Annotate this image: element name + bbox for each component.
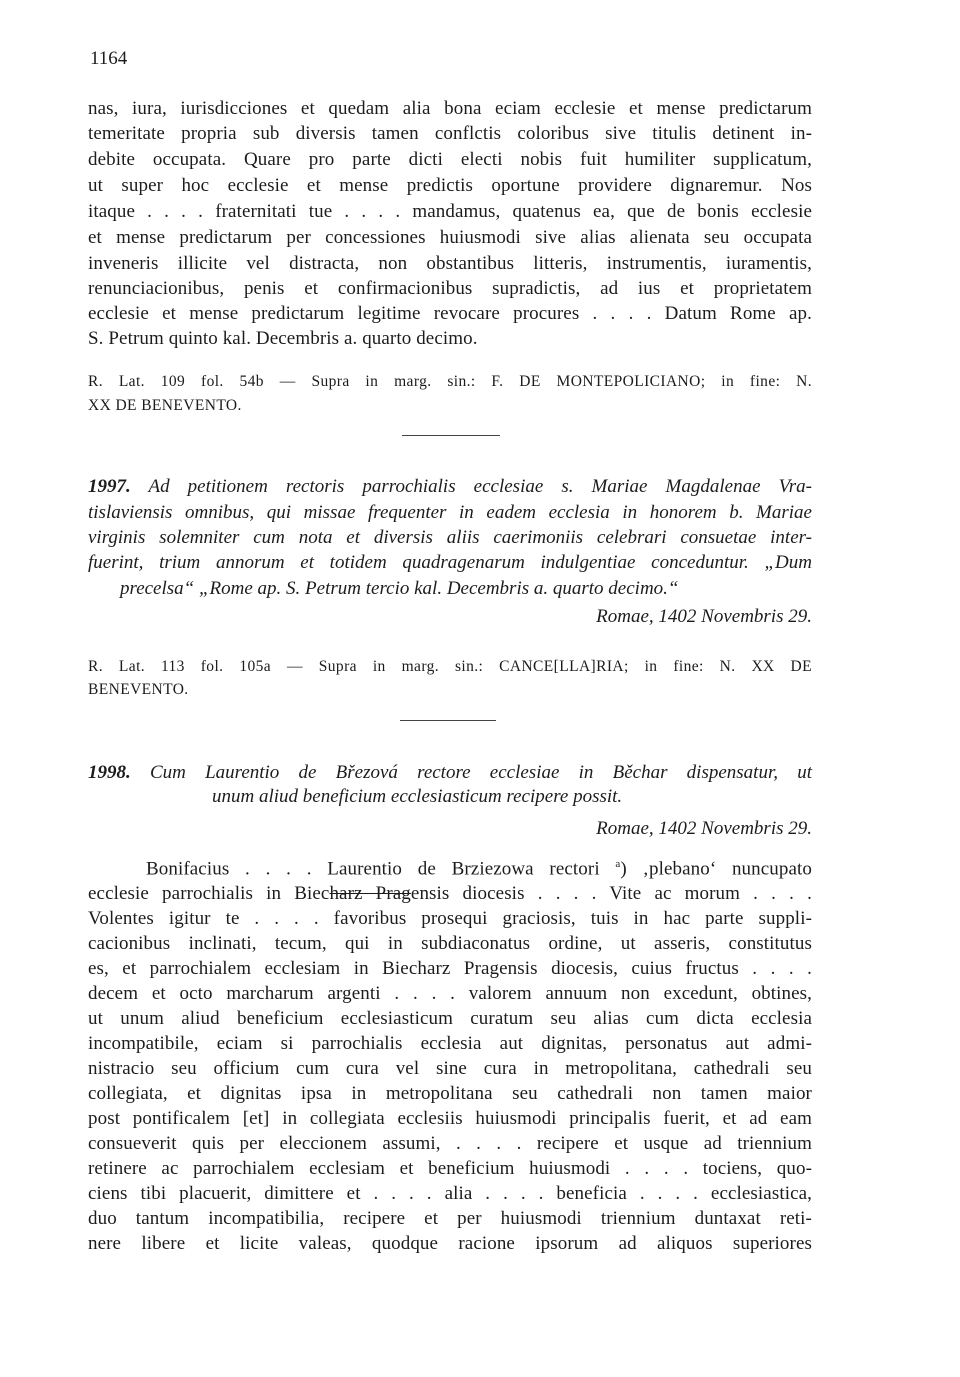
text-line: itaque . . . . fraternitati tue . . . . mandamus, quatenus ea, que de bonis ecclesie (88, 201, 812, 222)
text-line: es, et parrochialem ecclesiam in Biecharz Pragensis diocesis, cuius fructus . . . . (88, 958, 812, 979)
source-note: R. Lat. 109 fol. 54b — Supra in marg. sin.: F. DE MONTEPOLICIANO; in fine: N. (88, 373, 812, 390)
text-line: inveneris illicite vel distracta, non obstantibus litteris, instrumentis, iuramentis, (88, 253, 812, 274)
text-segment: ecclesie parrochialis in Biec (88, 883, 330, 904)
regest-line: precelsa“ „Rome ap. S. Petrum tercio kal. Decembris a. quarto decimo.“ (120, 578, 679, 599)
text-line: ut unum aliud beneficium ecclesiasticum curatum seu alias cum dicta ecclesia (88, 1008, 812, 1029)
text-line: consueverit quis per eleccionem assumi, . . . . recipere et usque ad triennium (88, 1133, 812, 1154)
text-line: post pontificalem [et] in collegiata ecclesiis huiusmodi principalis fuerit, et ad eam (88, 1108, 812, 1129)
section-divider (402, 435, 500, 436)
regest-line: unum aliud beneficium ecclesiasticum recipere possit. (212, 786, 623, 807)
source-note: R. Lat. 113 fol. 105a — Supra in marg. sin.: CANCE[LLA]RIA; in fine: N. XX DE (88, 658, 812, 675)
regest-line: fuerint, trium annorum et totidem quadragenarum indulgentiae conceduntur. „Dum (88, 552, 812, 573)
struck-text: harz Prag (329, 883, 411, 904)
regest-line (88, 762, 812, 784)
text-line: nas, iura, iurisdicciones et quedam alia bona eciam ecclesie et mense predictarum (88, 98, 812, 119)
regest-line (88, 476, 812, 498)
text-line: debite occupata. Quare pro parte dicti electi nobis fuit humiliter supplicatum, (88, 149, 812, 170)
regest-line: virginis solemniter cum nota et diversis aliis caerimoniis celebrari consuetae inter- (88, 527, 812, 548)
text-line: decem et octo marcharum argenti . . . . valorem annuum non excedunt, obtines, (88, 983, 812, 1004)
text-line: cacionibus inclinati, tecum, qui in subdiaconatus ordine, ut asseris, constitutus (88, 933, 812, 954)
document-number: 1998. (88, 762, 131, 783)
text-line: et mense predictarum per concessiones huiusmodi sive alias alienata seu occupata (88, 227, 812, 248)
document-date: Romae, 1402 Novembris 29. (596, 606, 812, 627)
regest-line: tislaviensis omnibus, qui missae frequenter in eadem ecclesia in honorem b. Mariae (88, 502, 812, 523)
text-segment: Bonifacius . . . . Laurentio de Brziezowa rectori (146, 858, 616, 880)
text-line: nere libere et licite valeas, quodque racione ipsorum ad aliquos superiores (88, 1233, 812, 1254)
document-date: Romae, 1402 Novembris 29. (596, 818, 812, 839)
text-line: duo tantum incompatibilia, recipere et per huiusmodi triennium duntaxat reti- (88, 1208, 812, 1229)
text-line (146, 858, 812, 880)
text-line: Volentes igitur te . . . . favoribus prosequi graciosis, tuis in hac parte suppli- (88, 908, 812, 929)
text-line: collegiata, et dignitas ipsa in metropolitana seu cathedrali non tamen maior (88, 1083, 812, 1104)
document-number: 1997. (88, 476, 131, 497)
text-line: ciens tibi placuerit, dimittere et . . . . alia . . . . beneficia . . . . ecclesiastica, (88, 1183, 812, 1204)
source-note: BENEVENTO. (88, 681, 189, 698)
text-line (88, 883, 812, 905)
section-divider (400, 720, 496, 721)
text-line: ecclesie et mense predictarum legitime revocare procures . . . . Datum Rome ap. (88, 303, 812, 324)
text-line: S. Petrum quinto kal. Decembris a. quarto decimo. (88, 328, 478, 349)
text-segment: ) ‚plebano‘ nuncupato (620, 858, 812, 880)
page-number: 1164 (90, 48, 128, 69)
regest-text: Ad petitionem rectoris parrochialis ecclesiae s. Mariae Magdalenae Vra- (130, 476, 812, 497)
text-line: incompatibile, eciam si parrochialis ecclesia aut dignitas, personatus aut admi- (88, 1033, 812, 1054)
source-note: XX DE BENEVENTO. (88, 397, 242, 414)
text-line: ut super hoc ecclesie et mense predictis oportune providere dignaremur. Nos (88, 175, 812, 196)
text-line: renunciacionibus, penis et confirmacionibus supradictis, ad ius et proprietatem (88, 278, 812, 299)
footnote-marker: a (615, 858, 621, 870)
text-line: temeritate propria sub diversis tamen conflctis coloribus sive titulis detinent in- (88, 123, 812, 144)
text-line: retinere ac parrochialem ecclesiam et beneficium huiusmodi . . . . tociens, quo- (88, 1158, 812, 1179)
text-line: nistracio seu officium cum cura vel sine cura in metropolitana, cathedrali seu (88, 1058, 812, 1079)
regest-text: Cum Laurentio de Březová rectore ecclesiae in Běchar dispensatur, ut (130, 762, 812, 783)
text-segment: ensis diocesis . . . . Vite ac morum . . . . (410, 883, 813, 904)
